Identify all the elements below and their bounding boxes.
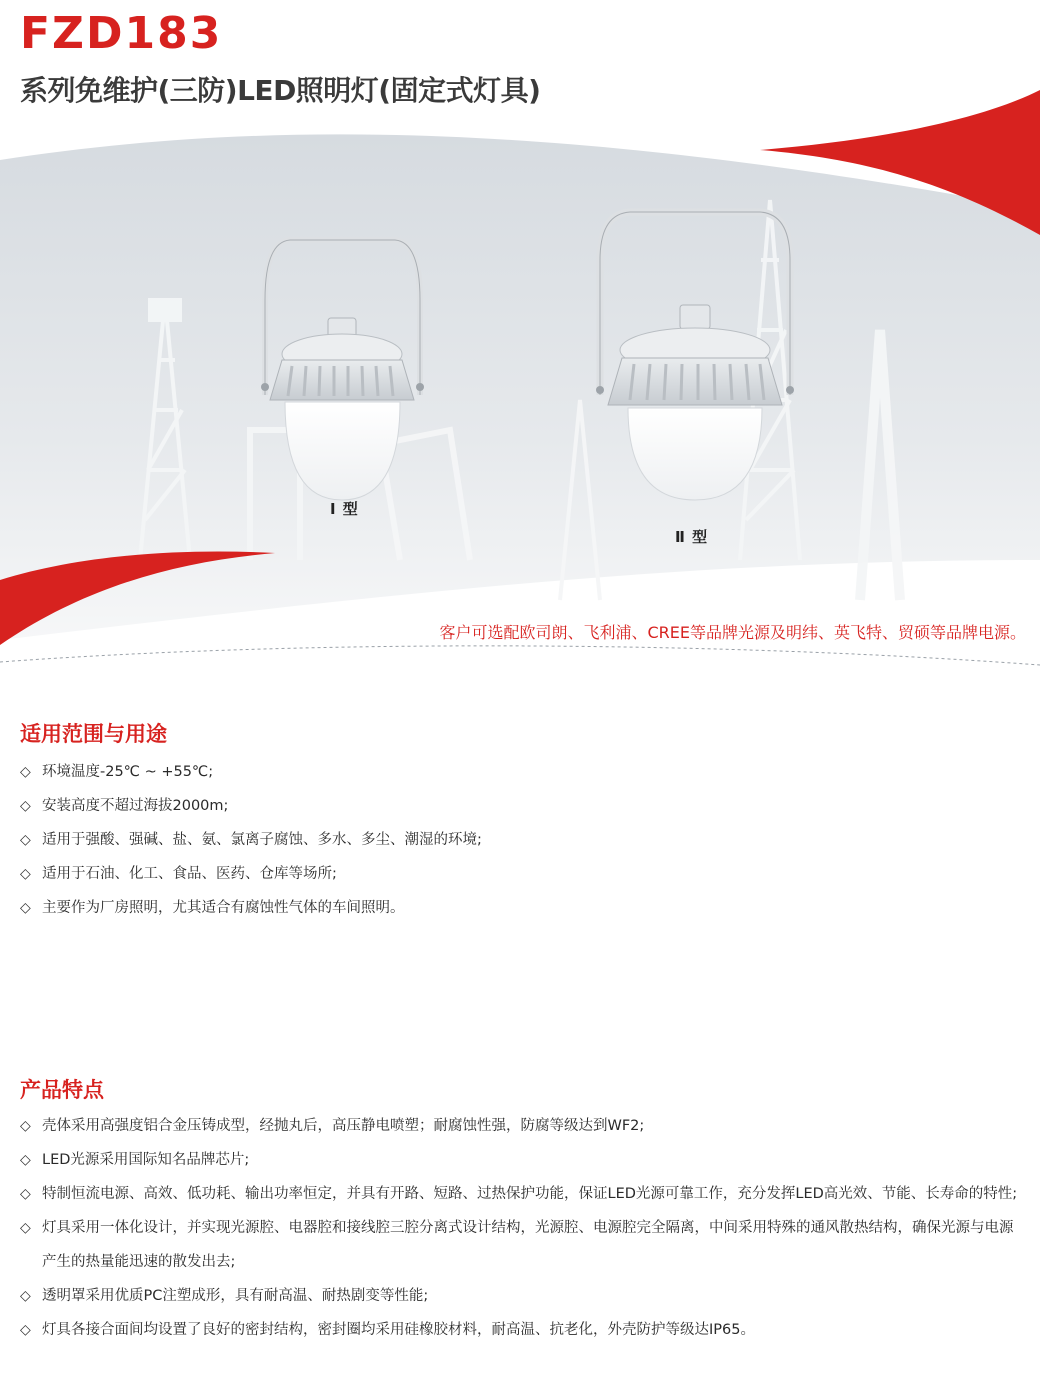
diamond-outline-icon: ◇ xyxy=(20,798,31,815)
list-item: ◇ 灯具各接合面间均设置了良好的密封结构，密封圈均采用硅橡胶材料，耐高温、抗老化，外壳防护等级达IP65。 xyxy=(20,1313,1025,1347)
section-features xyxy=(20,1078,1025,1347)
section-title: 适用范围与用途 xyxy=(20,722,167,746)
features-list xyxy=(20,1109,1025,1347)
list-item: ◇ 适用于石油、化工、食品、医药、仓库等场所; xyxy=(20,857,1020,891)
product-subtitle: 系列免维护(三防)LED照明灯(固定式灯具) xyxy=(20,74,541,107)
list-item: ◇ 壳体采用高强度铝合金压铸成型，经抛丸后，高压静电喷塑；耐腐蚀性强，防腐等级达到WF2; xyxy=(20,1109,1025,1143)
section-title: 产品特点 xyxy=(20,1078,104,1102)
diamond-outline-icon: ◇ xyxy=(20,832,31,849)
diamond-outline-icon: ◇ xyxy=(20,764,31,781)
list-item: ◇ 适用于强酸、强碱、盐、氨、氯离子腐蚀、多水、多尘、潮湿的环境; xyxy=(20,823,1020,857)
diamond-outline-icon: ◇ xyxy=(20,1152,31,1169)
list-item: ◇ 主要作为厂房照明，尤其适合有腐蚀性气体的车间照明。 xyxy=(20,891,1020,925)
product-model: FZD183 xyxy=(20,8,223,59)
diamond-outline-icon: ◇ xyxy=(20,866,31,883)
diamond-outline-icon: ◇ xyxy=(20,1186,31,1203)
diamond-outline-icon: ◇ xyxy=(20,900,31,917)
list-item: ◇ 灯具采用一体化设计，并实现光源腔、电器腔和接线腔三腔分离式设计结构，光源腔、电源腔完全隔离，中间采用特殊的通风散热结构，确保光源与电源产生的热量能迅速的散发出去; xyxy=(20,1211,1025,1279)
lamp-type-2-label: Ⅱ 型 xyxy=(675,528,709,546)
list-item: ◇ 环境温度-25℃ ~ +55℃; xyxy=(20,755,1020,789)
diamond-outline-icon: ◇ xyxy=(20,1322,31,1339)
list-item: ◇ 透明罩采用优质PC注塑成形，具有耐高温、耐热剧变等性能; xyxy=(20,1279,1025,1313)
list-item: ◇ 特制恒流电源、高效、低功耗、输出功率恒定，并具有开路、短路、过热保护功能，保证LED光源可靠工作，充分发挥LED高光效、节能、长寿命的特性; xyxy=(20,1177,1025,1211)
diamond-outline-icon: ◇ xyxy=(20,1118,31,1135)
list-item: ◇ 安装高度不超过海拔2000m; xyxy=(20,789,1020,823)
list-item: ◇ LED光源采用国际知名品牌芯片; xyxy=(20,1143,1025,1177)
diamond-outline-icon: ◇ xyxy=(20,1220,31,1237)
diamond-outline-icon: ◇ xyxy=(20,1288,31,1305)
applications-list xyxy=(20,755,1020,925)
brand-options-note: 客户可选配欧司朗、飞利浦、CREE等品牌光源及明纬、英飞特、贸硕等品牌电源。 xyxy=(439,623,1026,642)
section-applications xyxy=(20,722,1020,925)
lamp-type-1-label: Ⅰ 型 xyxy=(330,500,359,518)
